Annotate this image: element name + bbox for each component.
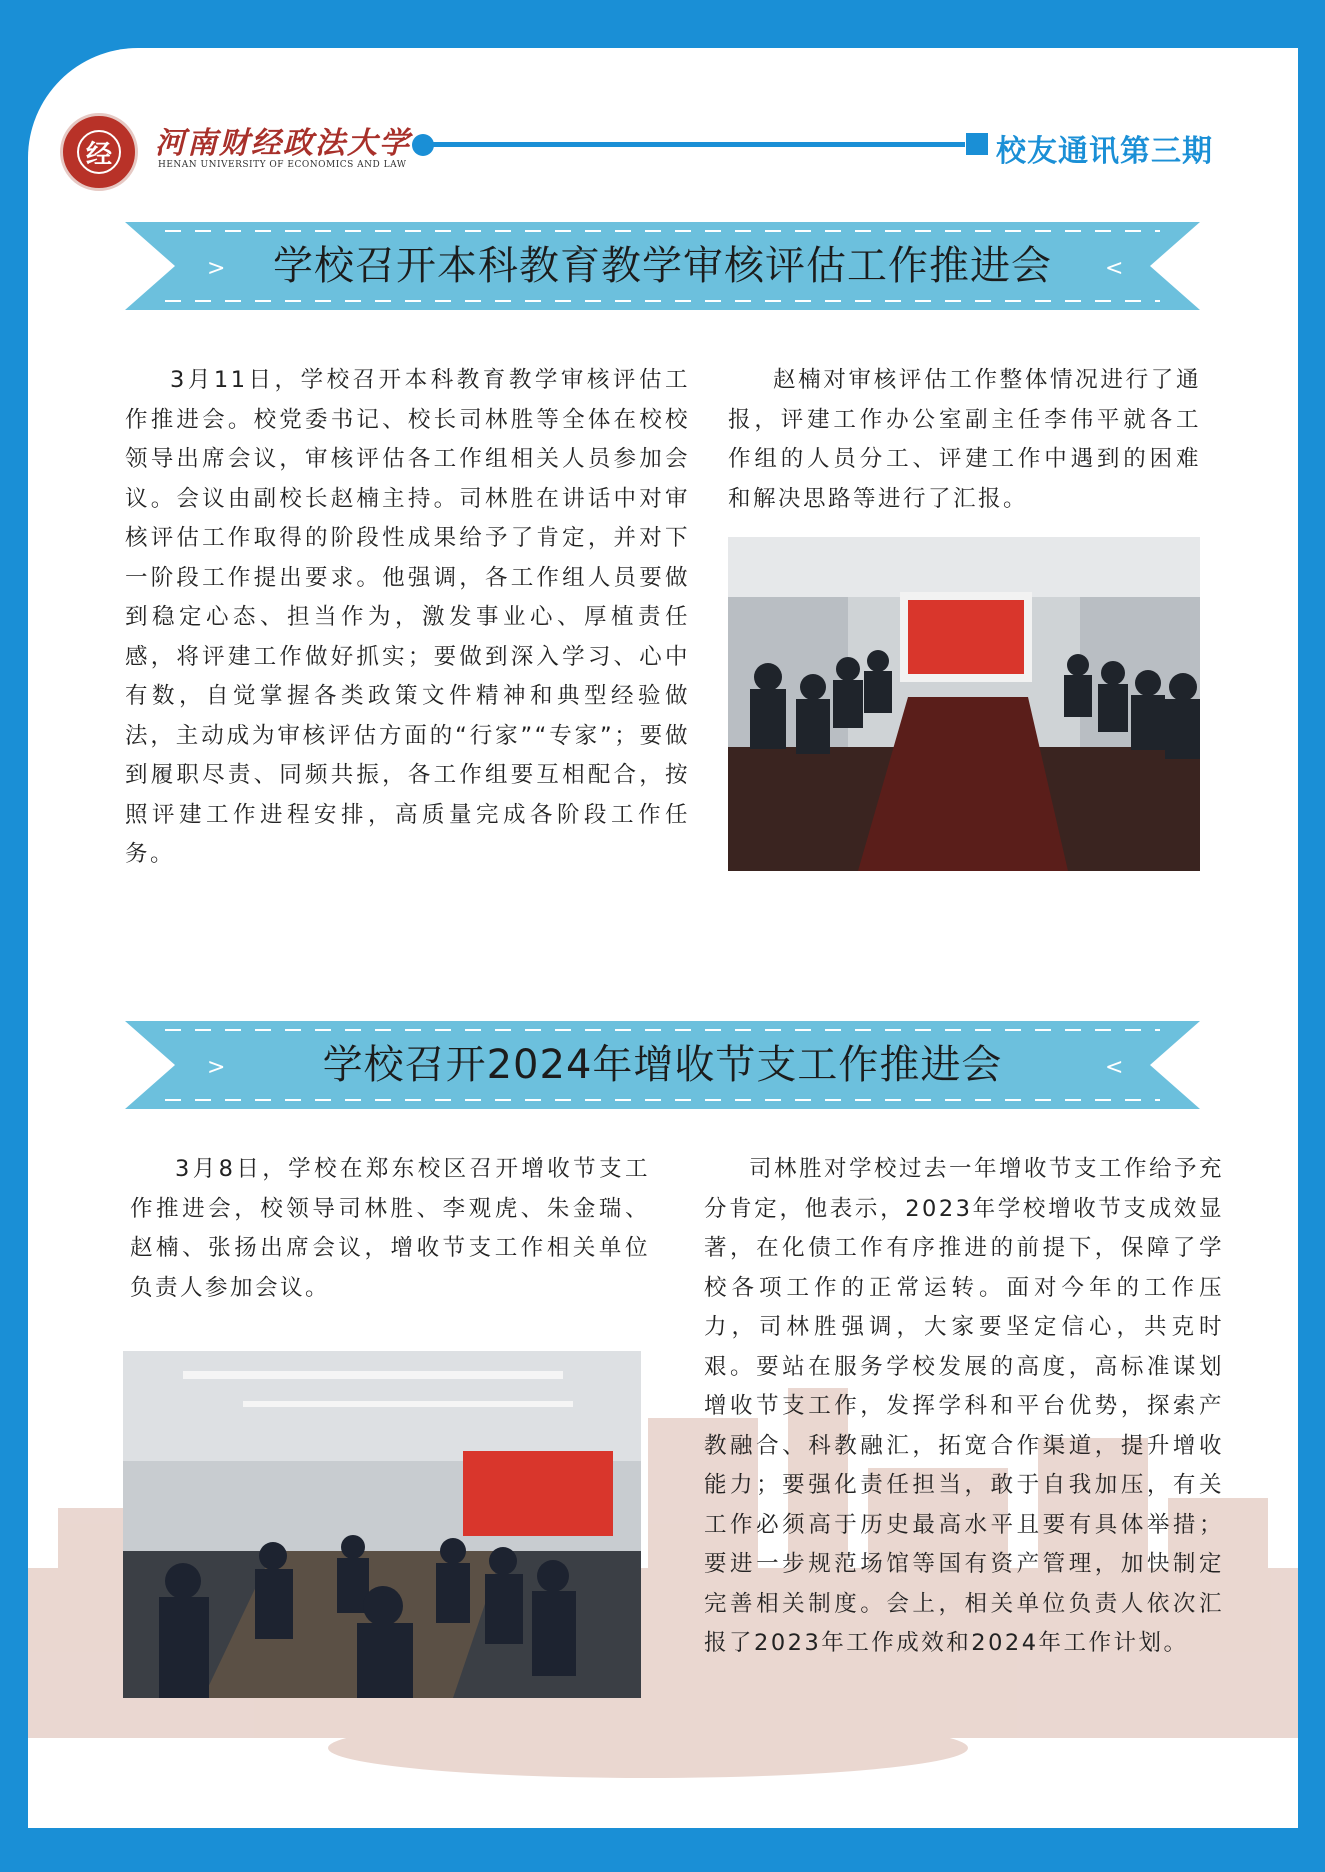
header-rule-square [966, 133, 988, 155]
university-seal-logo [60, 113, 138, 191]
article2-paragraph1: 3月8日，学校在郑东校区召开增收节支工作推进会，校领导司林胜、李观虎、朱金瑞、赵楠、张扬出席会议，增收节支工作相关单位负责人参加会议。 [130, 1156, 650, 1301]
university-name-en: HENAN UNIVERSITY OF ECONOMICS AND LAW [158, 160, 407, 170]
article1-title: 学校召开本科教育教学审核评估工作推进会 [273, 243, 1052, 289]
university-name-cn: 河南财经政法大学 [155, 126, 411, 161]
svg-text:<: < [1105, 1055, 1124, 1080]
svg-text:>: > [207, 1055, 226, 1080]
header-rule [430, 142, 965, 147]
article2-title: 学校召开2024年增收节支工作推进会 [322, 1042, 1003, 1088]
article1-title-banner [125, 222, 1200, 310]
svg-text:>: > [207, 256, 226, 281]
meeting-photo-2 [123, 1351, 641, 1698]
seal-glyph: 经 [85, 140, 112, 170]
issue-label: 校友通讯第三期 [996, 134, 1213, 169]
meeting-photo-1 [728, 537, 1200, 871]
article1-paragraph1: 3月11日，学校召开本科教育教学审核评估工作推进会。校党委书记、校长司林胜等全体在校校领导出席会议，审核评估各工作组相关人员参加会议。会议由副校长赵楠主持。司林胜在讲话中对审核评估工作取得的阶段性成果给予了肯定，并对下一阶段工作提出要求。他强调，各工作组人员要做到稳定心态、担当作为，激发事业心、厚植责任感，将评建工作做好抓实；要做到深入学习、心中有数，自觉掌握各类政策文件精神和典型经验做法，主动成为审核评估方面的“行家”“专家”；要做到履职尽责、同频共振，各工作组要互相配合，按照评建工作进程安排，高质量完成各阶段工作任务。 [125, 367, 690, 867]
article2-paragraph2: 司林胜对学校过去一年增收节支工作给予充分肯定，他表示，2023年学校增收节支成效显著，在化债工作有序推进的前提下，保障了学校各项工作的正常运转。面对今年的工作压力，司林胜强调，大家要坚定信心，共克时艰。要站在服务学校发展的高度，高标准谋划增收节支工作，发挥学科和平台优势，探索产教融合、科教融汇，拓宽合作渠道，提升增收能力；要强化责任担当，敢于自我加压，有关工作必须高于历史最高水平且要有具体举措；要进一步规范场馆等国有资产管理，加快制定完善相关制度。会上，相关单位负责人依次汇报了2023年工作成效和2024年工作计划。 [704, 1156, 1225, 1656]
svg-text:<: < [1105, 256, 1124, 281]
article2-title-banner [125, 1021, 1200, 1109]
article1-paragraph2: 赵楠对审核评估工作整体情况进行了通报，评建工作办公室副主任李伟平就各工作组的人员分工、评建工作中遇到的困难和解决思路等进行了汇报。 [728, 367, 1201, 512]
page-sheet [28, 48, 1298, 1828]
